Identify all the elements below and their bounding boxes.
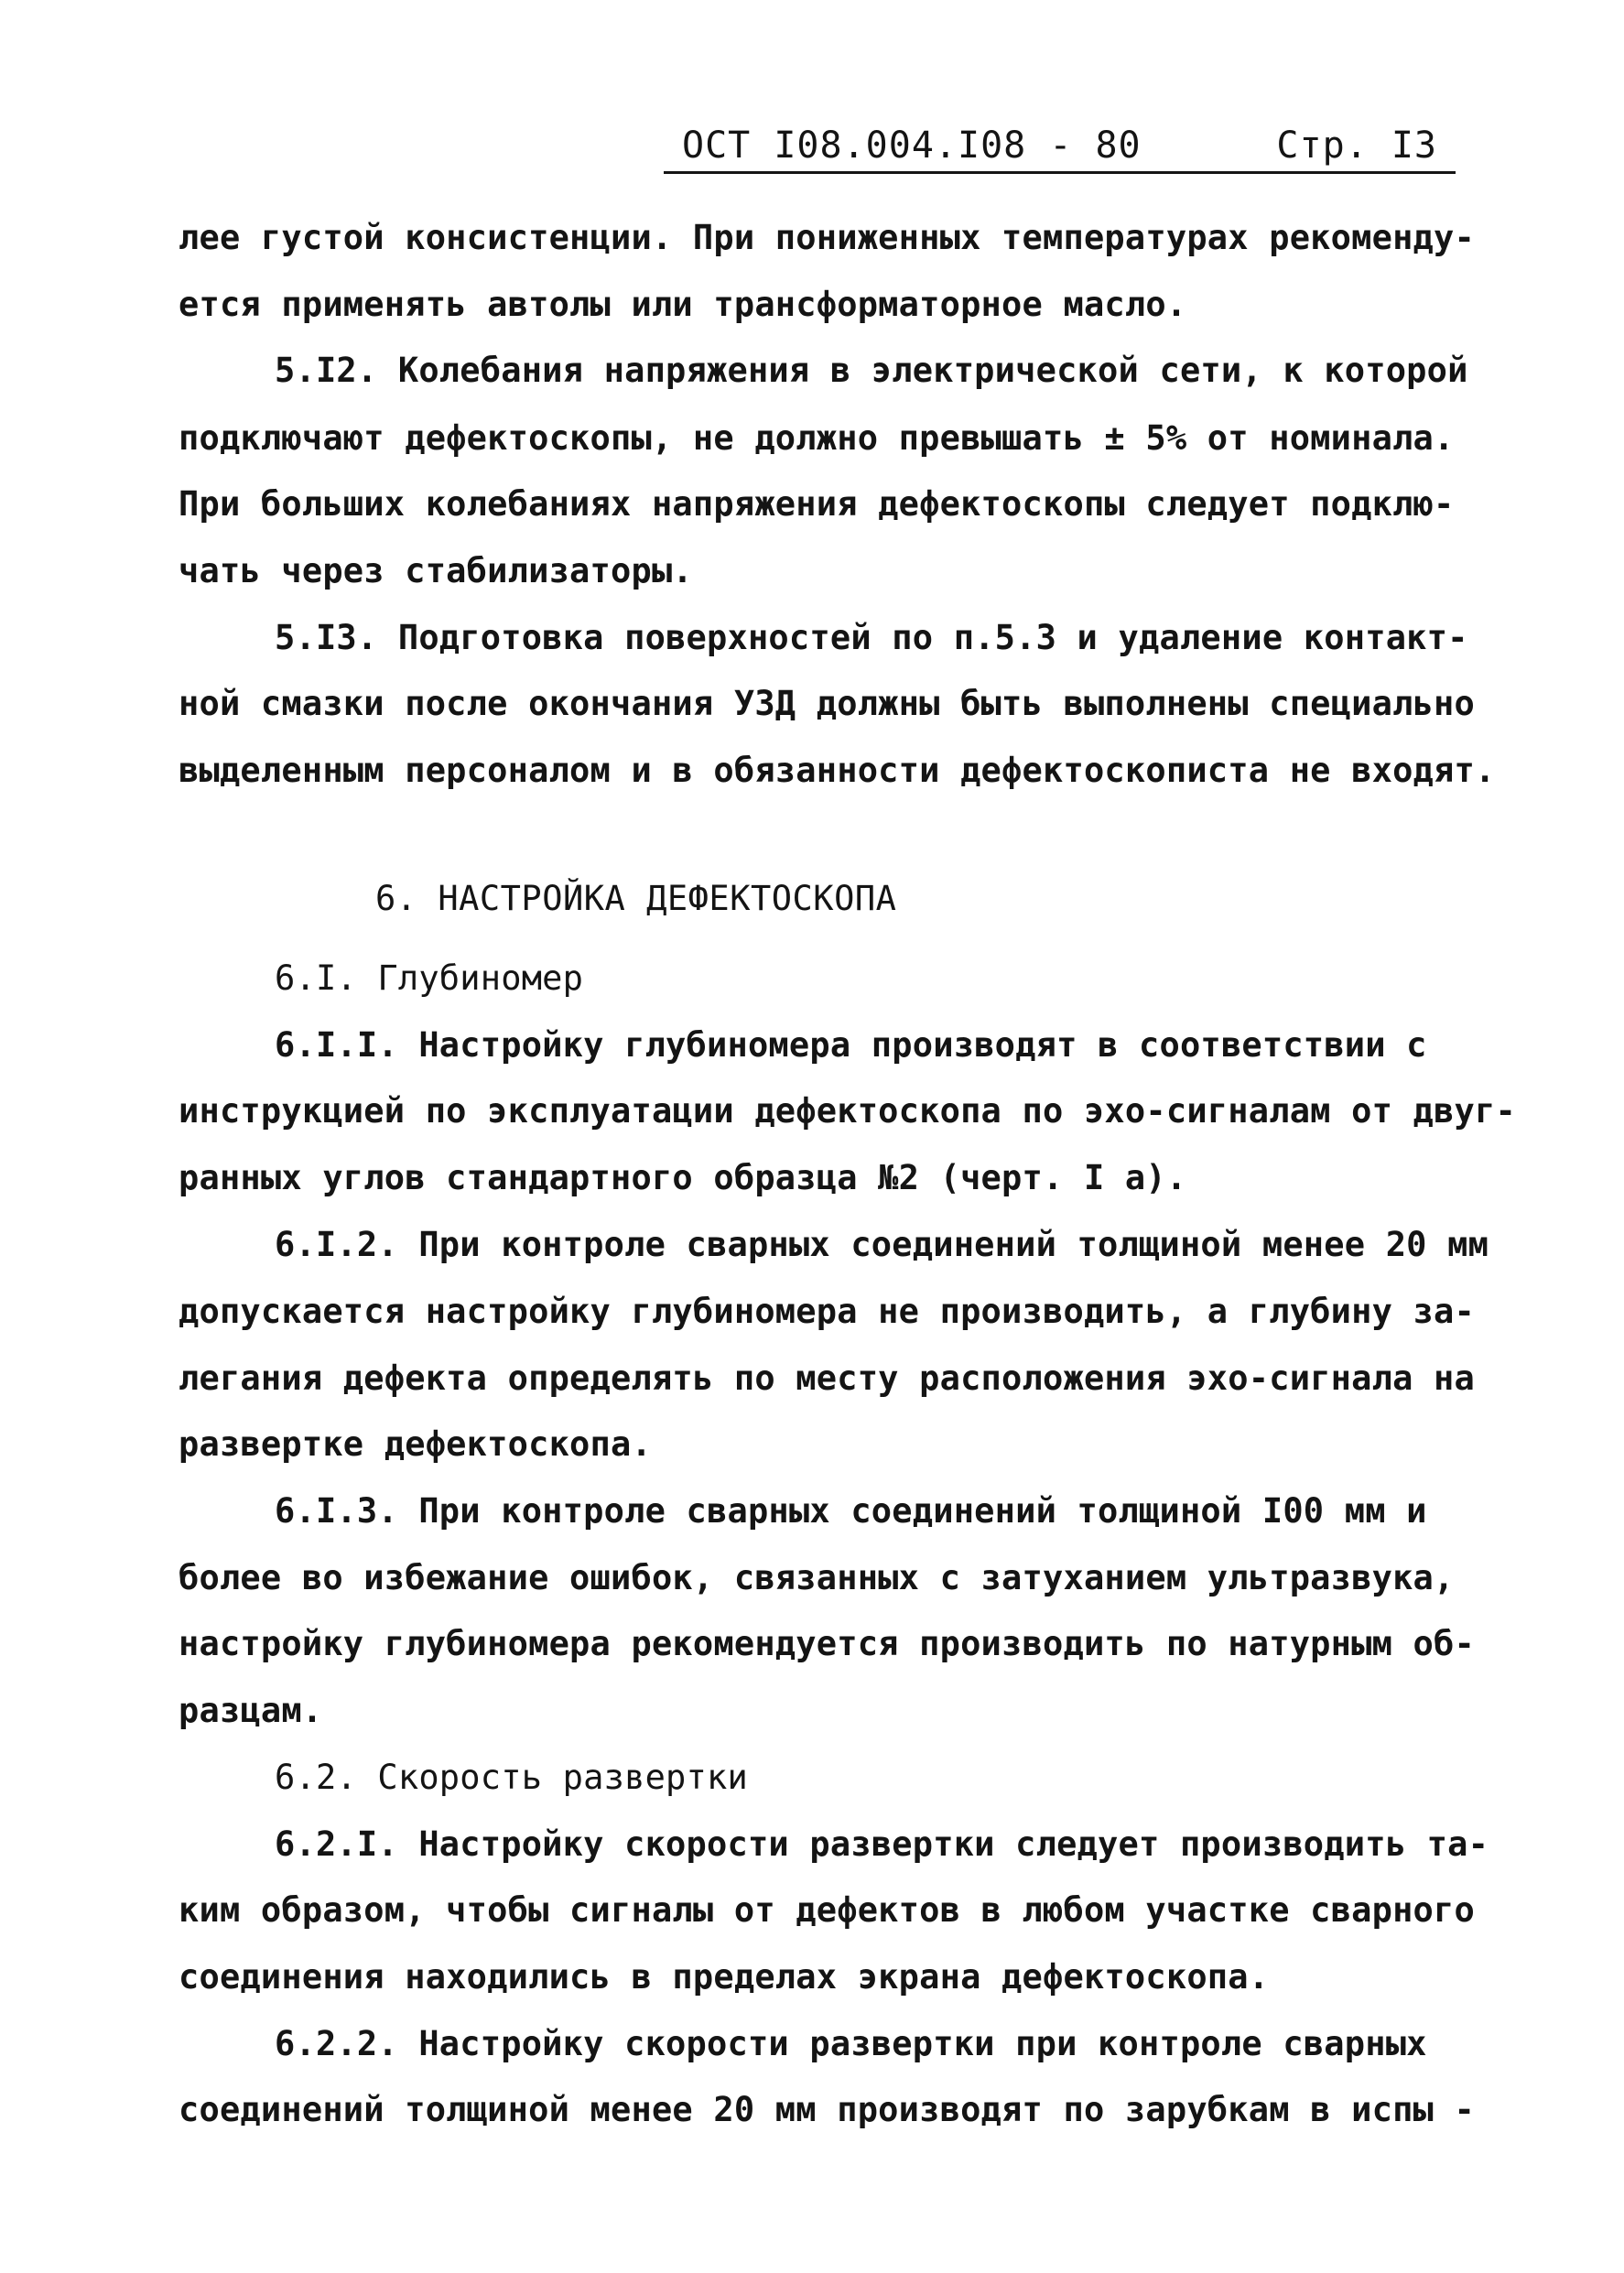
subsection-heading: 6.2. Скорость развертки bbox=[275, 1758, 748, 1797]
text-line: легания дефекта определять по месту расположения эхо-сигнала на bbox=[179, 1358, 1475, 1398]
text-line: более во избежание ошибок, связанных с затуханием ультразвука, bbox=[179, 1558, 1455, 1597]
text-line: подключают дефектоскопы, не должно превышать ± 5% от номинала. bbox=[179, 418, 1455, 458]
paragraph-start: 6.2.I. Настройку скорости развертки следует производить та- bbox=[275, 1824, 1489, 1864]
text-line: развертке дефектоскопа. bbox=[179, 1424, 652, 1464]
text-line: При больших колебаниях напряжения дефектоскопы следует подклю- bbox=[179, 484, 1455, 524]
text-line: ким образом, чтобы сигналы от дефектов в любом участке сварного bbox=[179, 1890, 1475, 1930]
text-line: соединений толщиной менее 20 мм производят по зарубкам в испы - bbox=[179, 2090, 1475, 2129]
text-line: ется применять автолы или трансформаторное масло. bbox=[179, 285, 1187, 324]
text-line: чать через стабилизаторы. bbox=[179, 551, 693, 590]
section-heading: 6. НАСТРОЙКА ДЕФЕКТОСКОПА bbox=[375, 879, 897, 918]
document-code: ОСТ I08.004.I08 - 80 bbox=[682, 124, 1142, 167]
paragraph-start: 6.2.2. Настройку скорости развертки при контроле сварных bbox=[275, 2024, 1427, 2063]
subsection-heading: 6.I. Глубиномер bbox=[275, 958, 584, 998]
paragraph-start: 5.I2. Колебания напряжения в электрической сети, к которой bbox=[275, 351, 1468, 390]
paragraph-start: 6.I.2. При контроле сварных соединений толщиной менее 20 мм bbox=[275, 1225, 1489, 1264]
text-line: допускается настройку глубиномера не производить, а глубину за- bbox=[179, 1292, 1475, 1331]
text-line: настройку глубиномера рекомендуется производить по натурным об- bbox=[179, 1624, 1475, 1663]
text-line: ной смазки после окончания УЗД должны быть выполнены специально bbox=[179, 684, 1475, 723]
text-line: соединения находились в пределах экрана дефектоскопа. bbox=[179, 1957, 1270, 1997]
page-number: Стр. I3 bbox=[1276, 124, 1437, 167]
text-line: разцам. bbox=[179, 1691, 323, 1730]
text-line: ранных углов стандартного образца №2 (черт. I а). bbox=[179, 1158, 1187, 1197]
paragraph-start: 6.I.I. Настройку глубиномера производят в соответствии с bbox=[275, 1025, 1427, 1065]
page-header bbox=[664, 117, 1456, 174]
paragraph-start: 6.I.3. При контроле сварных соединений толщиной I00 мм и bbox=[275, 1491, 1427, 1531]
text-line: лее густой консистенции. При пониженных температурах рекоменду- bbox=[179, 218, 1475, 257]
text-line: выделенным персоналом и в обязанности дефектоскописта не входят. bbox=[179, 751, 1496, 790]
header-underline bbox=[664, 171, 1456, 174]
text-line: инструкцией по эксплуатации дефектоскопа по эхо-сигналам от двуг- bbox=[179, 1091, 1516, 1131]
paragraph-start: 5.I3. Подготовка поверхностей по п.5.3 и удаление контакт- bbox=[275, 618, 1468, 657]
